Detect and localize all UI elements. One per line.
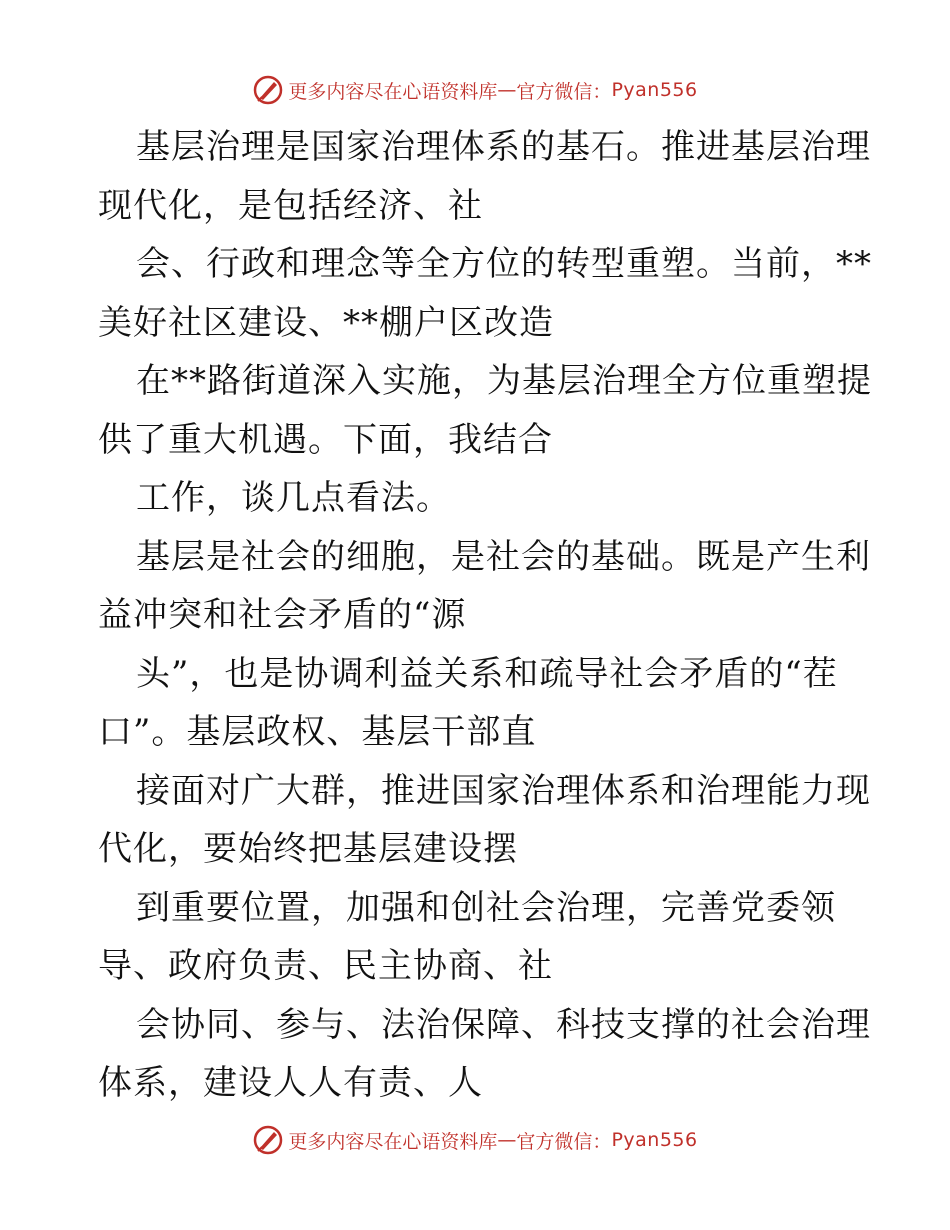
text-line: 现代化，是包括经济、社 <box>98 185 483 226</box>
text-line: 代化，要始终把基层建设摆 <box>98 829 518 869</box>
text-line: 口”。基层政权、基层干部直 <box>98 712 537 752</box>
text-line: 到重要位置，加强和创社会治理，完善党委领 <box>136 887 836 928</box>
header-watermark <box>0 72 950 108</box>
text-line: 在**路街道深入实施，为基层治理全方位重塑提 <box>136 361 872 401</box>
quill-logo-icon <box>252 1124 284 1156</box>
quill-logo-icon <box>252 74 284 106</box>
text-line: 头”，也是协调利益关系和疏导社会矛盾的“茬 <box>136 653 838 694</box>
text-line: 美好社区建设、**棚户区改造 <box>98 302 554 343</box>
text-line: 会、行政和理念等全方位的转型重塑。当前，** <box>136 244 872 284</box>
watermark-id: Pyan556 <box>611 79 698 101</box>
text-line: 工作，谈几点看法。 <box>136 478 451 518</box>
watermark-label: 官方微信： <box>516 80 612 103</box>
text-line: 导、政府负责、民主协商、社 <box>98 946 553 986</box>
watermark-text: 更多内容尽在心语资料库 <box>288 1130 498 1153</box>
text-line: 基层治理是国家治理体系的基石。推进基层治理 <box>136 127 871 167</box>
text-line: 会协同、参与、法治保障、科技支撑的社会治理 <box>136 1004 871 1045</box>
document-body <box>98 118 872 1113</box>
footer-watermark <box>0 1122 950 1158</box>
watermark-id: Pyan556 <box>611 1129 698 1151</box>
watermark-separator: — <box>497 1129 517 1151</box>
text-line: 益冲突和社会矛盾的“源 <box>98 595 467 635</box>
watermark-label: 官方微信： <box>516 1130 612 1153</box>
text-line: 基层是社会的细胞，是社会的基础。既是产生利 <box>136 536 871 577</box>
text-line: 供了重大机遇。下面，我结合 <box>98 419 553 460</box>
text-line: 接面对广大群，推进国家治理体系和治理能力现 <box>136 770 871 811</box>
watermark-text: 更多内容尽在心语资料库 <box>288 80 498 103</box>
text-line: 体系，建设人人有责、人 <box>98 1063 483 1103</box>
watermark-separator: — <box>497 79 517 101</box>
